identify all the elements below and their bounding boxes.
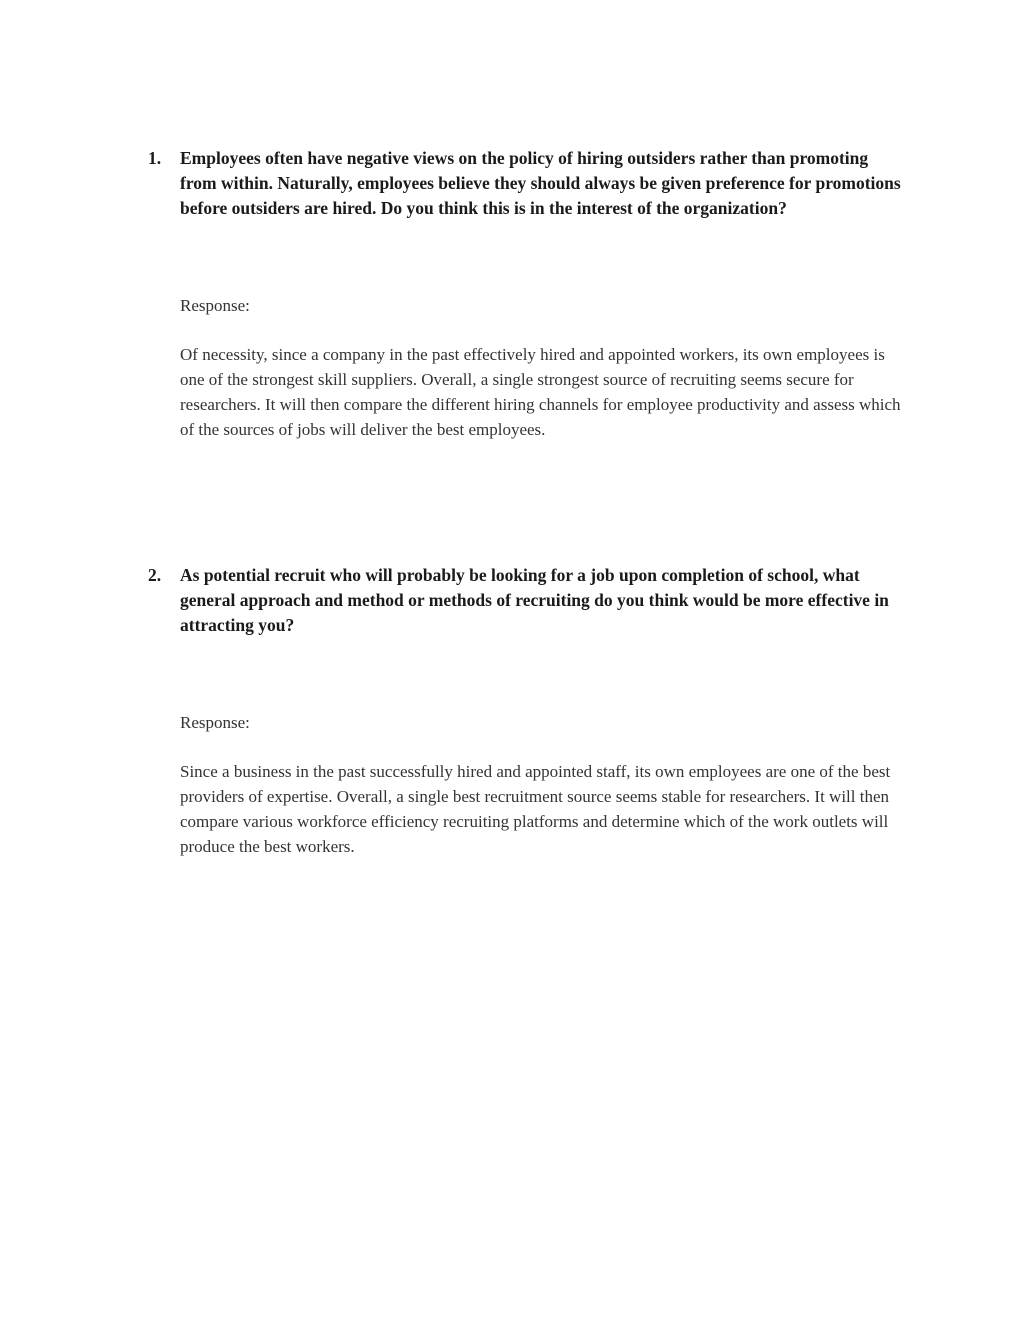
question-item-2 [148,563,908,859]
question-number: 1. [148,148,162,168]
question-item-1 [148,146,908,442]
question-text: Employees often have negative views on the policy of hiring outsiders rather than promoting from within. Naturally, employees believe they should always be given preference for promotions before outsiders are hired. Do you think this is in the interest of the organization? [180,148,901,218]
question-text: As potential recruit who will probably be looking for a job upon completion of school, what general approach and method or methods of recruiting do you think would be more effective in attracting you? [180,565,889,635]
response-text: Of necessity, since a company in the past effectively hired and appointed workers, its own employees is one of the strongest skill suppliers. Overall, a single strongest source of recruiting seems secure for researchers. It will then compare the different hiring channels for employee productivity and assess which of the sources of jobs will deliver the best employees. [180,345,901,439]
response-label: Response: [180,296,250,315]
question-row [148,146,908,221]
question-row [148,563,908,638]
question-number: 2. [148,565,162,585]
response-label: Response: [180,713,250,732]
response-text: Since a business in the past successfully hired and appointed staff, its own employees are one of the best providers of expertise. Overall, a single best recruitment source seems stable for researchers. It will then compare various workforce efficiency recruiting platforms and determine which of the work outlets will produce the best workers. [180,762,891,856]
